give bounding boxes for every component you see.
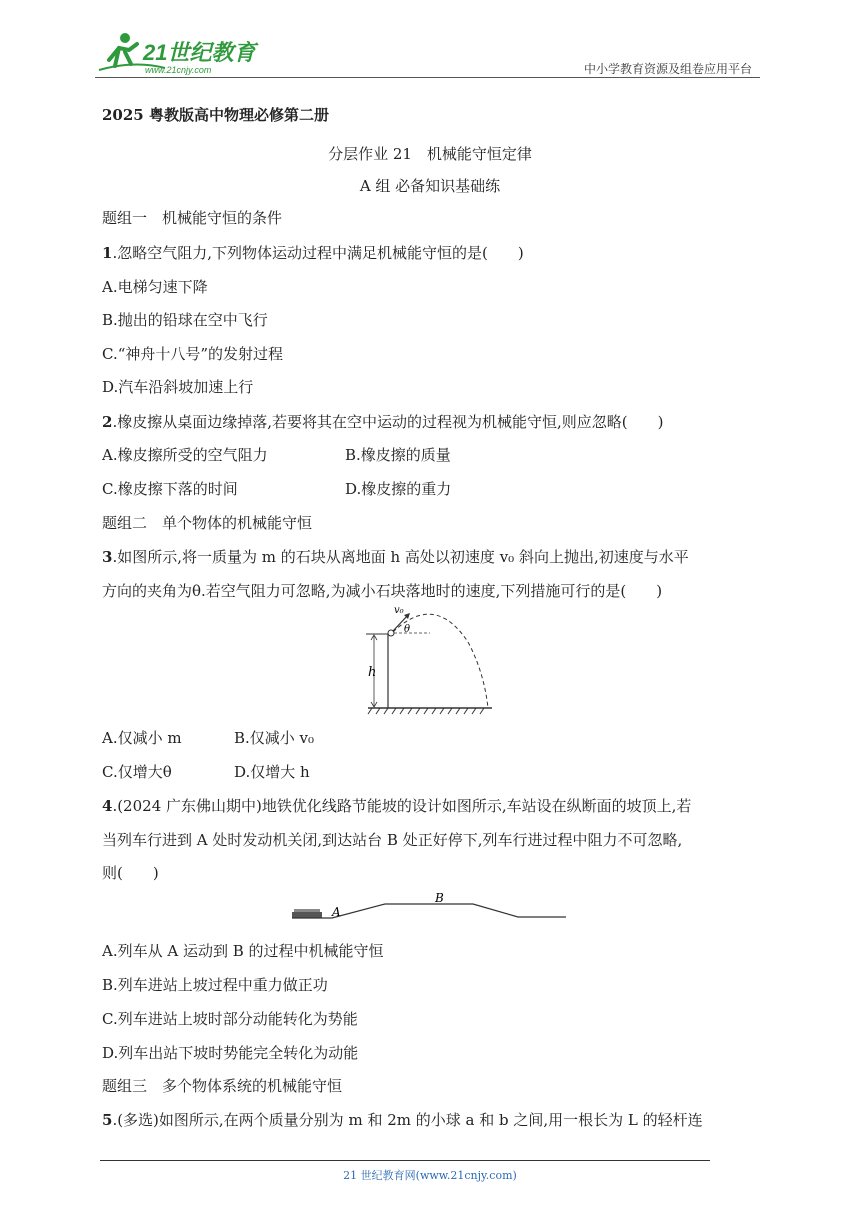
q4-option-c: C.列车进站上坡时部分动能转化为势能 xyxy=(102,1010,358,1028)
v0-label: v₀ xyxy=(394,605,404,616)
projectile-figure xyxy=(360,602,500,718)
section-2-heading: 题组二 单个物体的机械能守恒 xyxy=(102,514,313,532)
q2-option-a: A.橡皮擦所受的空气阻力 xyxy=(102,446,268,464)
question-4-stem-line1 xyxy=(102,795,691,816)
q2-option-b: B.橡皮擦的质量 xyxy=(345,446,451,464)
book-title: 2025 粤教版高中物理必修第二册 xyxy=(102,106,329,124)
q3-option-c: C.仅增大θ xyxy=(102,763,172,781)
theta-label: θ xyxy=(404,624,411,635)
question-3-stem-line2: 方向的夹角为θ.若空气阻力可忽略,为减小石块落地时的速度,下列措施可行的是( ) xyxy=(102,582,663,600)
question-number: 2 xyxy=(102,413,113,431)
q1-option-a: A.电梯匀速下降 xyxy=(102,278,208,296)
question-5-stem xyxy=(102,1109,703,1130)
section-3-heading: 题组三 多个物体系统的机械能守恒 xyxy=(102,1077,343,1095)
q2-option-d: D.橡皮擦的重力 xyxy=(345,480,452,498)
question-text: .橡皮擦从桌面边缘掉落,若要将其在空中运动的过程视为机械能守恒,则应忽略( ) xyxy=(112,413,664,431)
header-divider xyxy=(95,77,760,78)
q2-option-c: C.橡皮擦下落的时间 xyxy=(102,480,238,498)
question-text: .如图所示,将一质量为 m 的石块从离地面 h 高处以初速度 v₀ 斜向上抛出,初速度与水平 xyxy=(112,548,689,566)
q3-option-b: B.仅减小 v₀ xyxy=(234,729,315,747)
question-2-stem xyxy=(102,411,663,432)
question-text: .(2024 广东佛山期中)地铁优化线路节能坡的设计如图所示,车站设在纵断面的坡顶上,若 xyxy=(112,797,692,815)
group-a-title: A 组 必备知识基础练 xyxy=(359,177,501,195)
question-number: 5 xyxy=(102,1111,113,1129)
footer-divider xyxy=(100,1160,710,1161)
logo-icon xyxy=(95,30,265,76)
section-1-heading: 题组一 机械能守恒的条件 xyxy=(102,209,283,227)
logo-text: 21世纪教育 xyxy=(143,40,256,65)
q4-option-b: B.列车进站上坡过程中重力做正功 xyxy=(102,976,328,994)
point-a-label: A xyxy=(332,905,341,919)
question-number: 3 xyxy=(102,548,113,566)
question-4-stem-line2: 当列车行进到 A 处时发动机关闭,到达站台 B 处正好停下,列车行进过程中阻力不可忽略, xyxy=(102,831,683,849)
q4-option-a: A.列车从 A 运动到 B 的过程中机械能守恒 xyxy=(102,942,384,960)
question-text: .忽略空气阻力,下列物体运动过程中满足机械能守恒的是( ) xyxy=(112,244,524,262)
question-number: 4 xyxy=(102,797,113,815)
footer-link[interactable]: 21 世纪教育网(www.21cnjy.com) xyxy=(343,1169,517,1182)
question-1-stem xyxy=(102,242,524,263)
point-b-label: B xyxy=(435,891,444,905)
q1-option-d: D.汽车沿斜坡加速上行 xyxy=(102,378,254,396)
question-3-stem-line1 xyxy=(102,546,689,567)
q3-option-a: A.仅减小 m xyxy=(102,729,182,747)
assignment-title: 分层作业 21 机械能守恒定律 xyxy=(328,145,532,163)
q1-option-c: C.“神舟十八号”的发射过程 xyxy=(102,345,284,363)
q3-option-d: D.仅增大 h xyxy=(234,763,310,781)
q1-option-b: B.抛出的铅球在空中飞行 xyxy=(102,311,268,329)
slope-figure xyxy=(290,888,570,928)
page-header xyxy=(95,30,760,80)
logo-url: www.21cnjy.com xyxy=(145,65,212,75)
question-4-stem-line3: 则( ) xyxy=(102,864,159,882)
question-number: 1 xyxy=(102,244,113,262)
height-label: h xyxy=(368,665,377,680)
q4-option-d: D.列车出站下坡时势能完全转化为动能 xyxy=(102,1044,359,1062)
header-platform-text: 中小学教育资源及组卷应用平台 xyxy=(583,62,752,76)
question-text: .(多选)如图所示,在两个质量分别为 m 和 2m 的小球 a 和 b 之间,用一根长为 L 的轻杆连 xyxy=(112,1111,703,1129)
